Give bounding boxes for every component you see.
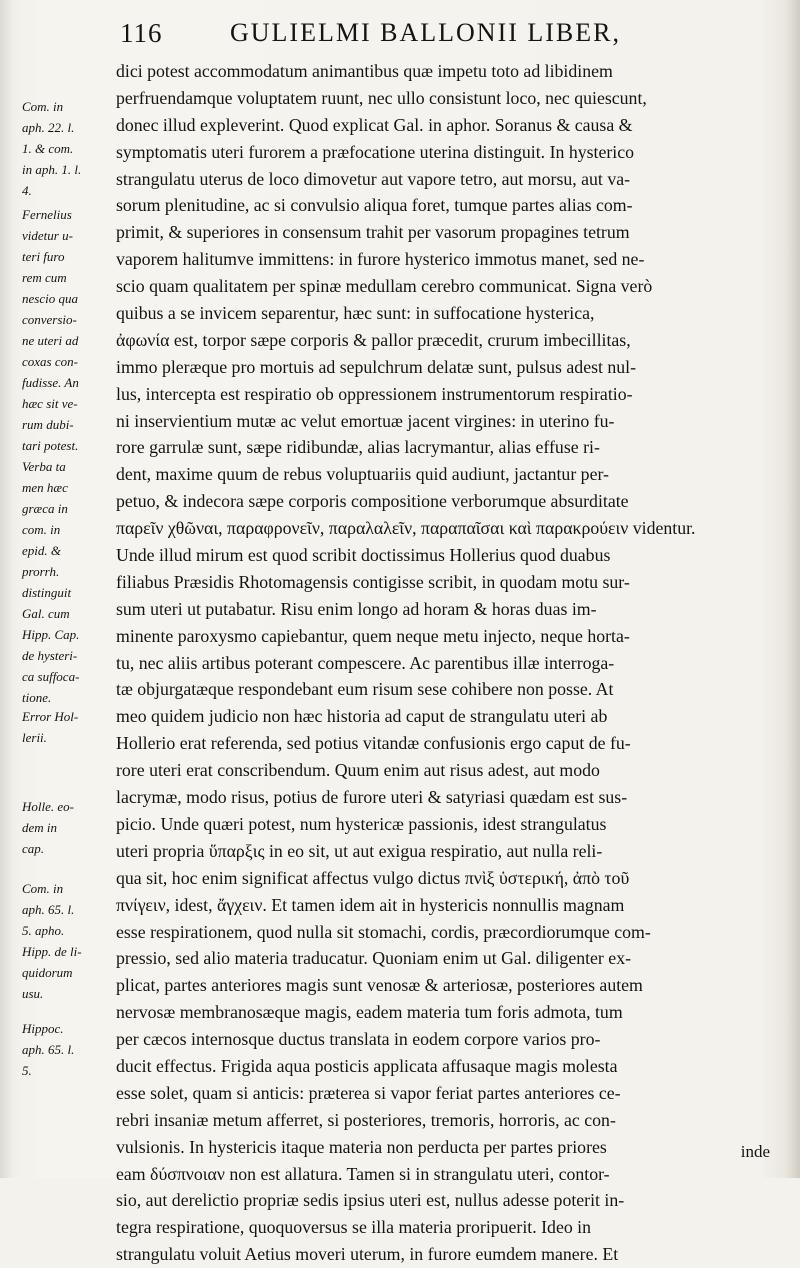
margin-note: Hippoc. aph. 65. l. 5. xyxy=(22,1021,75,1078)
text-line: tu, nec aliis artibus poterant compescere. Ac parentibus illæ interroga- xyxy=(116,652,615,673)
text-line: rore uteri erat conscribendum. Quum enim aut risus adest, aut modo xyxy=(116,760,600,781)
text-line: dici potest accommodatum animantibus quæ impetu toto ad libidinem xyxy=(116,61,613,81)
margin-note: Com. in aph. 22. l. 1. & com. in aph. 1. l. 4. xyxy=(22,99,82,198)
margin-note: Com. in aph. 65. l. 5. apho. Hipp. de li- quidorum usu. xyxy=(22,881,82,1001)
text-line: rebri insaniæ metum afferret, si posteriores, tremoris, horroris, ac con- xyxy=(116,1109,616,1130)
page-header xyxy=(120,16,760,50)
text-line: dent, maxime quum de rebus voluptuariis quid audiunt, jactantur per- xyxy=(116,464,609,485)
body-text xyxy=(116,58,772,1268)
running-head: GULIELMI BALLONII LIBER, xyxy=(230,18,621,47)
text-line: sum uteri ut putabatur. Risu enim longo ad horam & horas duas im- xyxy=(116,598,597,619)
text-line: nervosæ membranosæque magis, eadem materia tum foris admota, tum xyxy=(116,1002,623,1023)
text-line: quibus a se invicem separentur, hæc sunt: in suffocatione hysterica, xyxy=(116,303,595,324)
text-line: sio, aut derelictio propriæ sedis ipsius uteri est, nullus adesse poterit in- xyxy=(116,1190,625,1211)
text-line: Unde illud mirum est quod scribit doctissimus Hollerius quod duabus xyxy=(116,545,611,566)
page-number: 116 xyxy=(120,18,163,48)
text-line: vulsionis. In hystericis itaque materia non perducta per partes priores xyxy=(116,1136,607,1157)
text-line: per cæcos internosque ductus translata in eodem corpore varios pro- xyxy=(116,1029,601,1050)
text-line: lus, intercepta est respiratio ob oppressionem instrumentorum respiratio- xyxy=(116,383,633,404)
text-line: strangulatu uterus de loco dimovetur aut vapore tetro, aut morsu, aut va- xyxy=(116,168,631,189)
text-line: vaporem halitumve immittens: in furore hysterico immotus manet, sed ne- xyxy=(116,249,645,270)
margin-note: Fernelius videtur u- teri furo rem cum nescio qua conversio- ne uteri ad coxas con- fudisse. An hæc sit ve- rum dubi- tari potest. Verba ta men hæc græca in com. in epid. & prorrh. distinguit Gal. cum Hipp. Cap. de hysteri- ca suffoca- tione. xyxy=(22,207,80,705)
text-line: primit, & superiores in consensum trahit per vasorum propagines tetrum xyxy=(116,222,630,243)
text-line: petuo, & indecora sæpe corporis compositione verborumque absurditate xyxy=(116,491,629,512)
text-line: ni inservientium mutæ ac velut emortuæ jacent virgines: in uterino fu- xyxy=(116,410,615,431)
text-line: esse respirationem, quod nulla sit stomachi, cordis, præcordiorumque com- xyxy=(116,921,651,942)
text-line: Hollerio erat referenda, sed potius vitandæ confusionis ergo caput de fu- xyxy=(116,733,631,754)
text-line: filiabus Præsidis Rhotomagensis contigisse scribit, in quodam motu sur- xyxy=(116,571,630,592)
text-line: eam δύσπνοιαν non est allatura. Tamen si in strangulatu uteri, contor- xyxy=(116,1163,610,1184)
text-line: παρεῖν χθῶναι, παραφρονεῖν, παραλαλεῖν, παραπαῖσαι καὶ παρακρούειν videntur. xyxy=(116,518,696,539)
text-line: ducit effectus. Frigida aqua posticis applicata affusaque magis molesta xyxy=(116,1055,618,1076)
text-line: minente paroxysmo capiebantur, quem neque metu injecto, neque horta- xyxy=(116,625,630,646)
text-line: ἀφωνία est, torpor sæpe corporis & pallor præcedit, crurum imbecillitas, xyxy=(116,329,631,350)
margin-note: Holle. eo- dem in cap. xyxy=(22,799,74,856)
text-line: pressio, sed alio materia traducatur. Quoniam enim ut Gal. diligenter ex- xyxy=(116,948,632,969)
text-line: perfruendamque voluptatem ruunt, nec ullo consistunt loco, nec quiescunt, xyxy=(116,87,647,108)
text-line: meo quidem judicio non hæc historia ad caput de strangulatu uteri ab xyxy=(116,706,608,727)
text-line: donec illud expleverint. Quod explicat Gal. in aphor. Soranus & causa & xyxy=(116,114,633,135)
text-line: qua sit, hoc enim significat affectus vulgo dictus πνὶξ ὑστερική, ἀπὸ τοῦ xyxy=(116,867,630,888)
text-line: strangulatu voluit Aetius moveri uterum, in furore eumdem manere. Et xyxy=(116,1244,619,1265)
text-line: uteri propria ὕπαρξις in eo sit, ut aut exigua respiratio, aut nulla reli- xyxy=(116,840,603,861)
text-line: lacrymæ, modo risus, potius de furore uteri & satyriasi quædam est sus- xyxy=(116,787,628,808)
text-line: tæ objurgatæque respondebant eum risum sese cohibere non posse. At xyxy=(116,679,614,700)
text-line: scio quam qualitatem per spinæ medullam cerebro communicat. Signa verò xyxy=(116,276,653,297)
margin-note: Error Hol- lerii. xyxy=(22,709,79,745)
text-line: picio. Unde quæri potest, num hystericæ passionis, idest strangulatus xyxy=(116,813,607,834)
catchword: inde xyxy=(740,1142,770,1161)
text-line: immo pleræque pro mortuis ad sepulchrum delatæ sunt, pulsus adest nul- xyxy=(116,356,637,377)
text-line: symptomatis uteri furorem a præfocatione uterina distinguit. In hysterico xyxy=(116,141,635,162)
text-line: plicat, partes anteriores magis sunt venosæ & arteriosæ, posteriores autem xyxy=(116,975,643,996)
text-line: πνίγειν, idest, ἄγχειν. Et tamen idem ait in hystericis nonnullis magnam xyxy=(116,894,625,915)
text-line: tegra respiratione, quoquoversus se illa materia proripuerit. Ideo in xyxy=(116,1217,591,1238)
text-line: sorum plenitudine, ac si convulsio aliqua foret, tumque partes alias com- xyxy=(116,195,633,216)
text-line: esse solet, quam si anticis: præterea si vapor feriat partes anteriores ce- xyxy=(116,1082,621,1103)
text-line: rore garrulæ sunt, sæpe ridibundæ, alias lacrymantur, alias effuse ri- xyxy=(116,437,600,458)
